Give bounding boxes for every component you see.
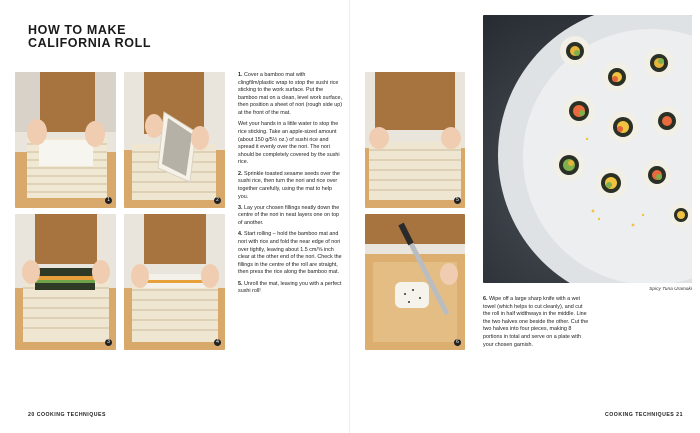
page-title: HOW TO MAKE CALIFORNIA ROLL [28, 23, 152, 50]
step-1: 1. Cover a bamboo mat with clingfilm/plastic wrap to stop the sushi rice sticking to the work surface. Put the bamboo mat on a clean, level work surface, then position a sheet of nori (rough side up) at the front of the mat. [238, 72, 342, 116]
step-illustration-5 [365, 72, 465, 208]
sushi-plate-image [483, 15, 692, 283]
step-1-continued: Wet your hands in a little water to stop the rice sticking. Take an apple-sized amount (about 150 g/5½ oz.) of sushi rice and spread it evenly over the nori. The nori should be completely covered by the sushi rice. [238, 121, 340, 166]
step-illustration-6 [365, 214, 465, 350]
step-photo-4 [124, 214, 225, 350]
folio-left: 20 COOKING TECHNIQUES [28, 412, 106, 418]
step-6: 6. Wipe off a large sharp knife with a wet towel (which helps to cut cleanly), and cut the roll in half widthways in the middle. Line the two halves one beside the other. Cut the two halves into four pieces, making 8 portions in total and serve on a plate with your chosen garnish. [483, 296, 589, 348]
step-number-badge: 6 [454, 339, 461, 346]
step-number-badge: 4 [214, 339, 221, 346]
step-photo-5 [365, 72, 465, 208]
step-illustration-1 [15, 72, 116, 208]
step-number-badge: 5 [454, 197, 461, 204]
step-4: 4. Start rolling – hold the bamboo mat and nori with rice and fold the near edge of nori over tightly, leaving about 1.5 cm/⅝ inch clear at the other end of the nori. Check the fillings in the centre of the roll are straight, then press the rice along the bamboo mat. [238, 231, 342, 276]
step-photo-6 [365, 214, 465, 350]
step-number-badge: 1 [105, 197, 112, 204]
folio-right: COOKING TECHNIQUES 21 [605, 412, 683, 418]
step-5: 5. Unroll the mat, leaving you with a perfect sushi roll! [238, 280, 342, 295]
step-photo-2 [124, 72, 225, 208]
step-2: 2. Sprinkle toasted sesame seeds over the sushi rice, then turn the nori and rice over together carefully, using the mat to help you. [238, 170, 340, 200]
step-number-badge: 2 [214, 197, 221, 204]
step-illustration-3 [15, 214, 116, 350]
step-number-badge: 3 [105, 339, 112, 346]
step-3: 3. Lay your chosen fillings neatly down the centre of the nori in neat layers one on top of another. [238, 204, 340, 227]
hero-photo-plate [483, 15, 692, 283]
step-illustration-4 [124, 214, 225, 350]
right-page [350, 0, 700, 433]
method-steps [238, 72, 342, 300]
step-photo-1 [15, 72, 116, 208]
step-illustration-2 [124, 72, 225, 208]
photo-caption: Spicy Tuna Uramaki [649, 287, 692, 292]
step-photo-3 [15, 214, 116, 350]
